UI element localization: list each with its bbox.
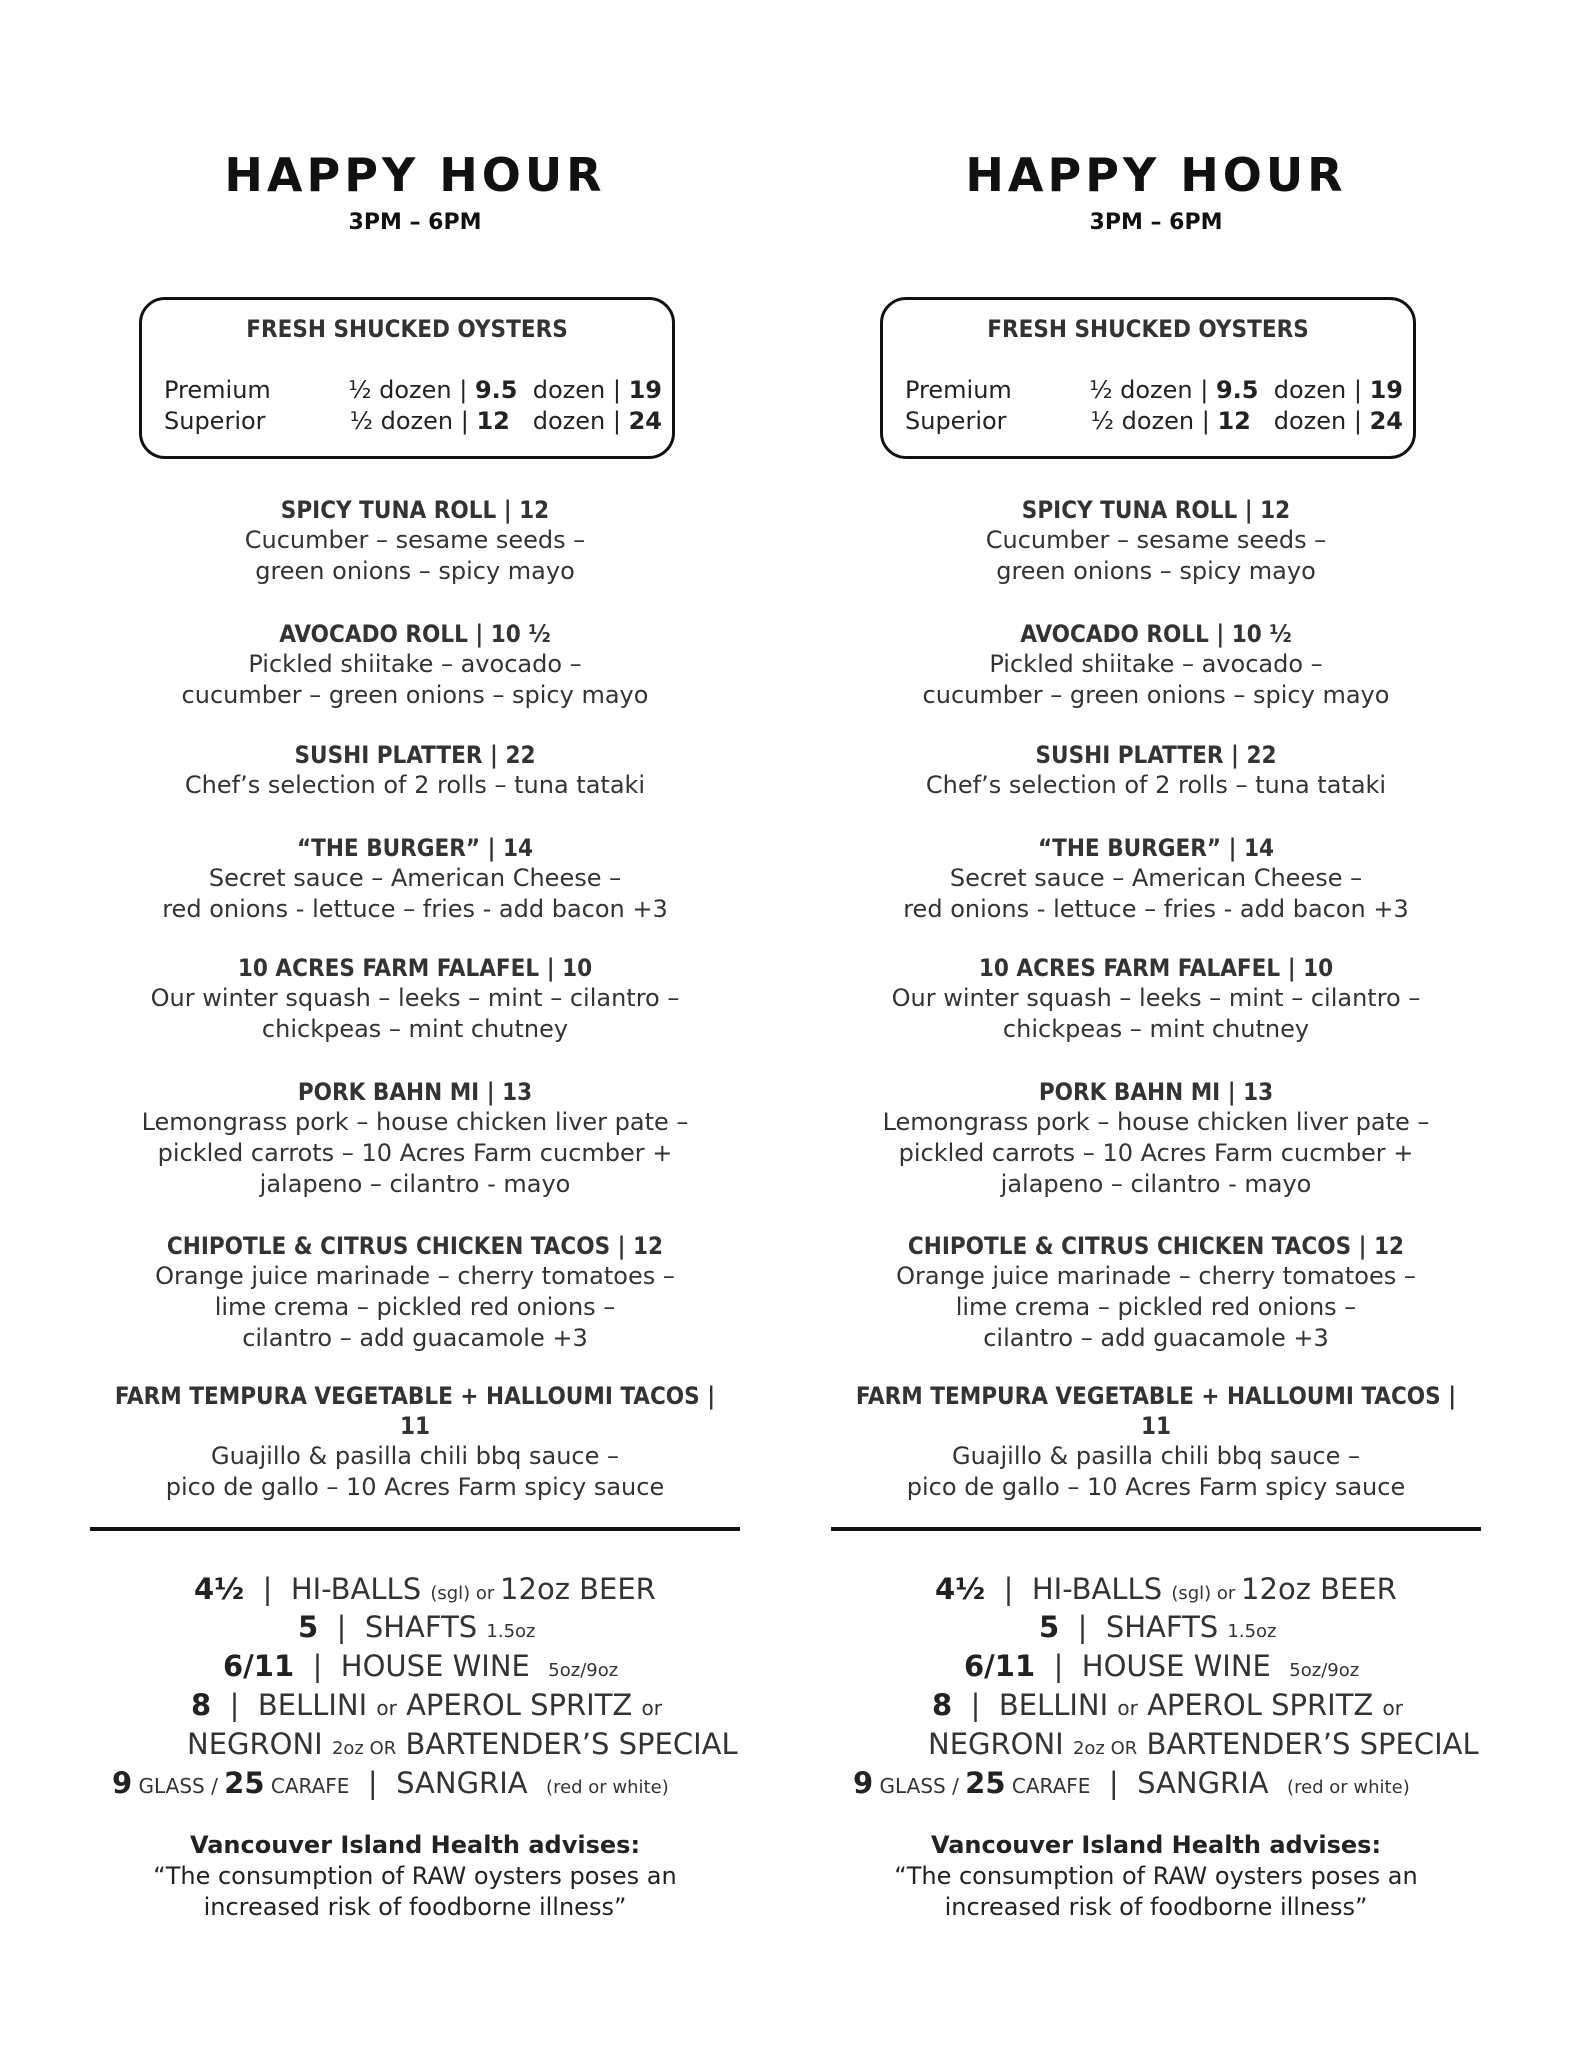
item-desc: pico de gallo – 10 Acres Farm spicy sauce <box>165 1473 665 1501</box>
item-name-price: 11 <box>399 1412 431 1440</box>
item-desc: red onions - lettuce – fries - add bacon +3 <box>903 895 1409 923</box>
item-name: 10 ACRES FARM FALAFEL | 10 <box>237 954 593 982</box>
item-desc: Cucumber – sesame seeds – <box>985 526 1327 554</box>
item-name: AVOCADO ROLL | 10 ½ <box>279 620 551 648</box>
item-name: AVOCADO ROLL | 10 ½ <box>1020 620 1292 648</box>
item-desc: lime crema – pickled red onions – <box>955 1293 1357 1321</box>
menu-item <box>65 953 765 1045</box>
advice-text: “The consumption of RAW oysters poses an <box>153 1862 677 1890</box>
item-desc: jalapeno – cilantro - mayo <box>1000 1170 1312 1198</box>
divider <box>90 1527 740 1531</box>
item-desc: Secret sauce – American Cheese – <box>208 864 622 892</box>
oyster-row-superior <box>905 407 1403 437</box>
menu-item <box>806 495 1506 587</box>
item-name: SUSHI PLATTER | 22 <box>294 741 536 769</box>
item-desc: chickpeas – mint chutney <box>1002 1015 1310 1043</box>
menu-item <box>806 1077 1506 1200</box>
item-desc: Guajillo & pasilla chili bbq sauce – <box>951 1442 1360 1470</box>
item-desc: green onions – spicy mayo <box>996 557 1316 585</box>
menu-item <box>806 619 1506 711</box>
divider <box>831 1527 1481 1531</box>
health-advisory <box>65 1830 765 1923</box>
menu-title: HAPPY HOUR <box>965 148 1347 202</box>
oyster-price: ½ dozen | 9.5 dozen | 19 <box>348 376 662 404</box>
menu-item <box>65 619 765 711</box>
menu-item <box>806 1381 1506 1503</box>
drink-line: 4½ | HI-BALLS (sgl) or 12oz BEER <box>935 1572 1397 1606</box>
menu-item <box>806 1231 1506 1354</box>
menu-panel-right <box>806 0 1506 2048</box>
item-desc: pico de gallo – 10 Acres Farm spicy sauce <box>906 1473 1406 1501</box>
health-advisory <box>806 1830 1506 1923</box>
item-desc: lime crema – pickled red onions – <box>214 1293 616 1321</box>
oyster-price: ½ dozen | 12 dozen | 24 <box>349 407 662 435</box>
item-name: CHIPOTLE & CITRUS CHICKEN TACOS | 12 <box>907 1232 1405 1260</box>
menu-item <box>65 833 765 925</box>
item-desc: pickled carrots – 10 Acres Farm cucmber + <box>898 1139 1414 1167</box>
menu-item <box>65 495 765 587</box>
item-desc: Chef’s selection of 2 rolls – tuna tataki <box>925 771 1387 799</box>
item-name: FARM TEMPURA VEGETABLE + HALLOUMI TACOS | <box>114 1382 716 1410</box>
item-desc: Lemongrass pork – house chicken liver pate – <box>882 1108 1430 1136</box>
menu-item <box>806 740 1506 801</box>
item-name: PORK BAHN MI | 13 <box>297 1078 533 1106</box>
item-desc: cucumber – green onions – spicy mayo <box>922 681 1390 709</box>
item-name: SPICY TUNA ROLL | 12 <box>280 496 550 524</box>
item-desc: cilantro – add guacamole +3 <box>983 1324 1329 1352</box>
menu-item <box>806 953 1506 1045</box>
drink-line: 6/11 | HOUSE WINE 5oz/9oz <box>964 1649 1360 1683</box>
drink-line: 9 GLASS / 25 CARAFE | SANGRIA (red or white) <box>112 1766 669 1800</box>
menu-item <box>65 1231 765 1354</box>
item-name: CHIPOTLE & CITRUS CHICKEN TACOS | 12 <box>166 1232 664 1260</box>
advice-text: increased risk of foodborne illness” <box>203 1893 627 1921</box>
oyster-box <box>880 297 1416 459</box>
menu-item <box>65 1077 765 1200</box>
item-desc: Pickled shiitake – avocado – <box>989 650 1323 678</box>
advice-text: increased risk of foodborne illness” <box>944 1893 1368 1921</box>
item-desc: green onions – spicy mayo <box>255 557 575 585</box>
drink-line: 8 | BELLINI or APEROL SPRITZ or <box>191 1688 662 1722</box>
oyster-price: ½ dozen | 9.5 dozen | 19 <box>1089 376 1403 404</box>
item-desc: Cucumber – sesame seeds – <box>244 526 586 554</box>
item-desc: Pickled shiitake – avocado – <box>248 650 582 678</box>
item-name: FARM TEMPURA VEGETABLE + HALLOUMI TACOS | <box>855 1382 1457 1410</box>
item-desc: Our winter squash – leeks – mint – cilantro – <box>150 984 680 1012</box>
menu-item <box>65 1381 765 1503</box>
advice-title: Vancouver Island Health advises: <box>930 1831 1382 1859</box>
drink-line: 8 | BELLINI or APEROL SPRITZ or <box>932 1688 1403 1722</box>
item-desc: red onions - lettuce – fries - add bacon +3 <box>162 895 668 923</box>
item-desc: Orange juice marinade – cherry tomatoes – <box>896 1262 1416 1290</box>
item-name: 10 ACRES FARM FALAFEL | 10 <box>978 954 1334 982</box>
menu-hours: 3PM – 6PM <box>1089 210 1223 235</box>
oyster-box <box>139 297 675 459</box>
menu-title: HAPPY HOUR <box>224 148 606 202</box>
menu-panel-left <box>65 0 765 2048</box>
oyster-name: Superior <box>905 407 1007 435</box>
oyster-name: Premium <box>905 376 1012 404</box>
item-desc: Lemongrass pork – house chicken liver pate – <box>141 1108 689 1136</box>
drink-line: 5 | SHAFTS 1.5oz <box>1039 1610 1277 1644</box>
item-name-price: 11 <box>1140 1412 1172 1440</box>
oyster-row-premium <box>164 376 662 406</box>
item-desc: jalapeno – cilantro - mayo <box>259 1170 571 1198</box>
item-desc: cucumber – green onions – spicy mayo <box>181 681 649 709</box>
menu-hours: 3PM – 6PM <box>348 210 482 235</box>
oyster-row-premium <box>905 376 1403 406</box>
item-desc: Chef’s selection of 2 rolls – tuna tataki <box>184 771 646 799</box>
item-name: PORK BAHN MI | 13 <box>1038 1078 1274 1106</box>
advice-text: “The consumption of RAW oysters poses an <box>894 1862 1418 1890</box>
item-desc: Orange juice marinade – cherry tomatoes – <box>155 1262 675 1290</box>
oyster-name: Premium <box>164 376 271 404</box>
drink-line: NEGRONI 2oz OR BARTENDER’S SPECIAL <box>928 1727 1479 1761</box>
drink-line: 4½ | HI-BALLS (sgl) or 12oz BEER <box>194 1572 656 1606</box>
item-name: SPICY TUNA ROLL | 12 <box>1021 496 1291 524</box>
oyster-name: Superior <box>164 407 266 435</box>
menu-item <box>806 833 1506 925</box>
oyster-row-superior <box>164 407 662 437</box>
item-desc: Guajillo & pasilla chili bbq sauce – <box>210 1442 619 1470</box>
item-name: “THE BURGER” | 14 <box>1037 834 1275 862</box>
drink-line: NEGRONI 2oz OR BARTENDER’S SPECIAL <box>187 1727 738 1761</box>
item-desc: pickled carrots – 10 Acres Farm cucmber + <box>157 1139 673 1167</box>
drink-line: 9 GLASS / 25 CARAFE | SANGRIA (red or white) <box>853 1766 1410 1800</box>
drink-line: 6/11 | HOUSE WINE 5oz/9oz <box>223 1649 619 1683</box>
item-name: “THE BURGER” | 14 <box>296 834 534 862</box>
item-desc: chickpeas – mint chutney <box>261 1015 569 1043</box>
menu-item <box>65 740 765 801</box>
oyster-title: FRESH SHUCKED OYSTERS <box>246 315 568 343</box>
item-desc: cilantro – add guacamole +3 <box>242 1324 588 1352</box>
oyster-price: ½ dozen | 12 dozen | 24 <box>1090 407 1403 435</box>
item-name: SUSHI PLATTER | 22 <box>1035 741 1277 769</box>
item-desc: Secret sauce – American Cheese – <box>949 864 1363 892</box>
drink-line: 5 | SHAFTS 1.5oz <box>298 1610 536 1644</box>
advice-title: Vancouver Island Health advises: <box>189 1831 641 1859</box>
oyster-title: FRESH SHUCKED OYSTERS <box>987 315 1309 343</box>
item-desc: Our winter squash – leeks – mint – cilantro – <box>891 984 1421 1012</box>
